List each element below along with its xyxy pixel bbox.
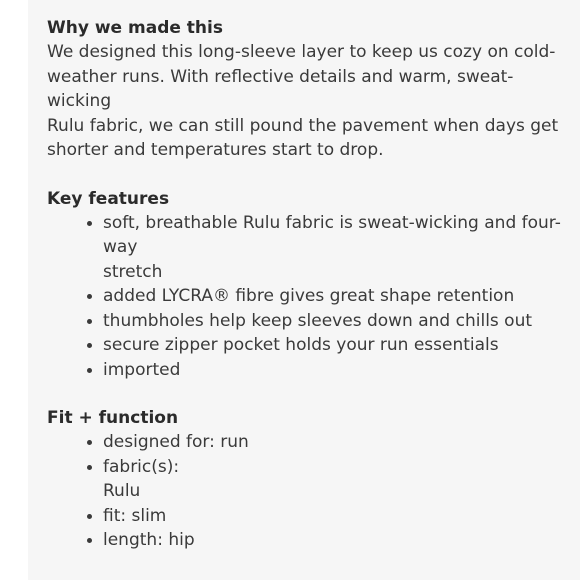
list-item-text: secure zipper pocket holds your run essentials (103, 335, 499, 355)
list-item-text: fit: slim (103, 505, 167, 526)
body-line: Rulu fabric, we can still pound the pavement when days get (47, 115, 559, 136)
list-item-text: length: hip (103, 530, 195, 550)
list-item-text: fabric(s): (103, 456, 180, 477)
list-item-text: added LYCRA® fibre gives great shape retention (103, 286, 515, 306)
bullet-icon (87, 465, 92, 470)
list-item-text: imported (103, 359, 181, 380)
key-features-section (47, 187, 572, 383)
body-line: weather runs. With reflective details and warm, sweat-wicking (47, 66, 514, 111)
body-line: shorter and temperatures start to drop. (47, 140, 384, 160)
list-item (87, 309, 572, 334)
list-item (87, 455, 572, 504)
list-item-text: Rulu (103, 481, 141, 501)
bullet-icon (87, 514, 92, 519)
product-description (47, 16, 572, 577)
list-item-text: thumbholes help keep sleeves down and chills out (103, 310, 533, 331)
bullet-icon (87, 294, 92, 299)
fit-function-list (47, 430, 572, 553)
list-item-text: soft, breathable Rulu fabric is sweat-wicking and four-way (103, 212, 561, 257)
bullet-icon (87, 440, 92, 445)
section-heading: Why we made this (47, 18, 223, 38)
left-margin (0, 0, 28, 580)
fit-function-section (47, 406, 572, 553)
why-we-made-this-text (47, 40, 567, 163)
list-item-text: designed for: run (103, 432, 249, 452)
list-item (87, 358, 572, 383)
bullet-icon (87, 368, 92, 373)
list-item (87, 430, 572, 455)
list-item (87, 284, 572, 309)
list-item-text: stretch (103, 261, 163, 282)
list-item (87, 211, 572, 285)
body-line: We designed this long-sleeve layer to keep us cozy on cold- (47, 42, 556, 62)
bullet-icon (87, 538, 92, 543)
section-heading: Fit + function (47, 408, 179, 428)
list-item (87, 333, 572, 358)
list-item (87, 528, 572, 553)
bullet-icon (87, 319, 92, 324)
list-item (87, 504, 572, 529)
section-heading: Key features (47, 188, 170, 209)
key-features-list (47, 211, 572, 383)
bullet-icon (87, 221, 92, 226)
why-we-made-this-section (47, 16, 572, 163)
bullet-icon (87, 343, 92, 348)
